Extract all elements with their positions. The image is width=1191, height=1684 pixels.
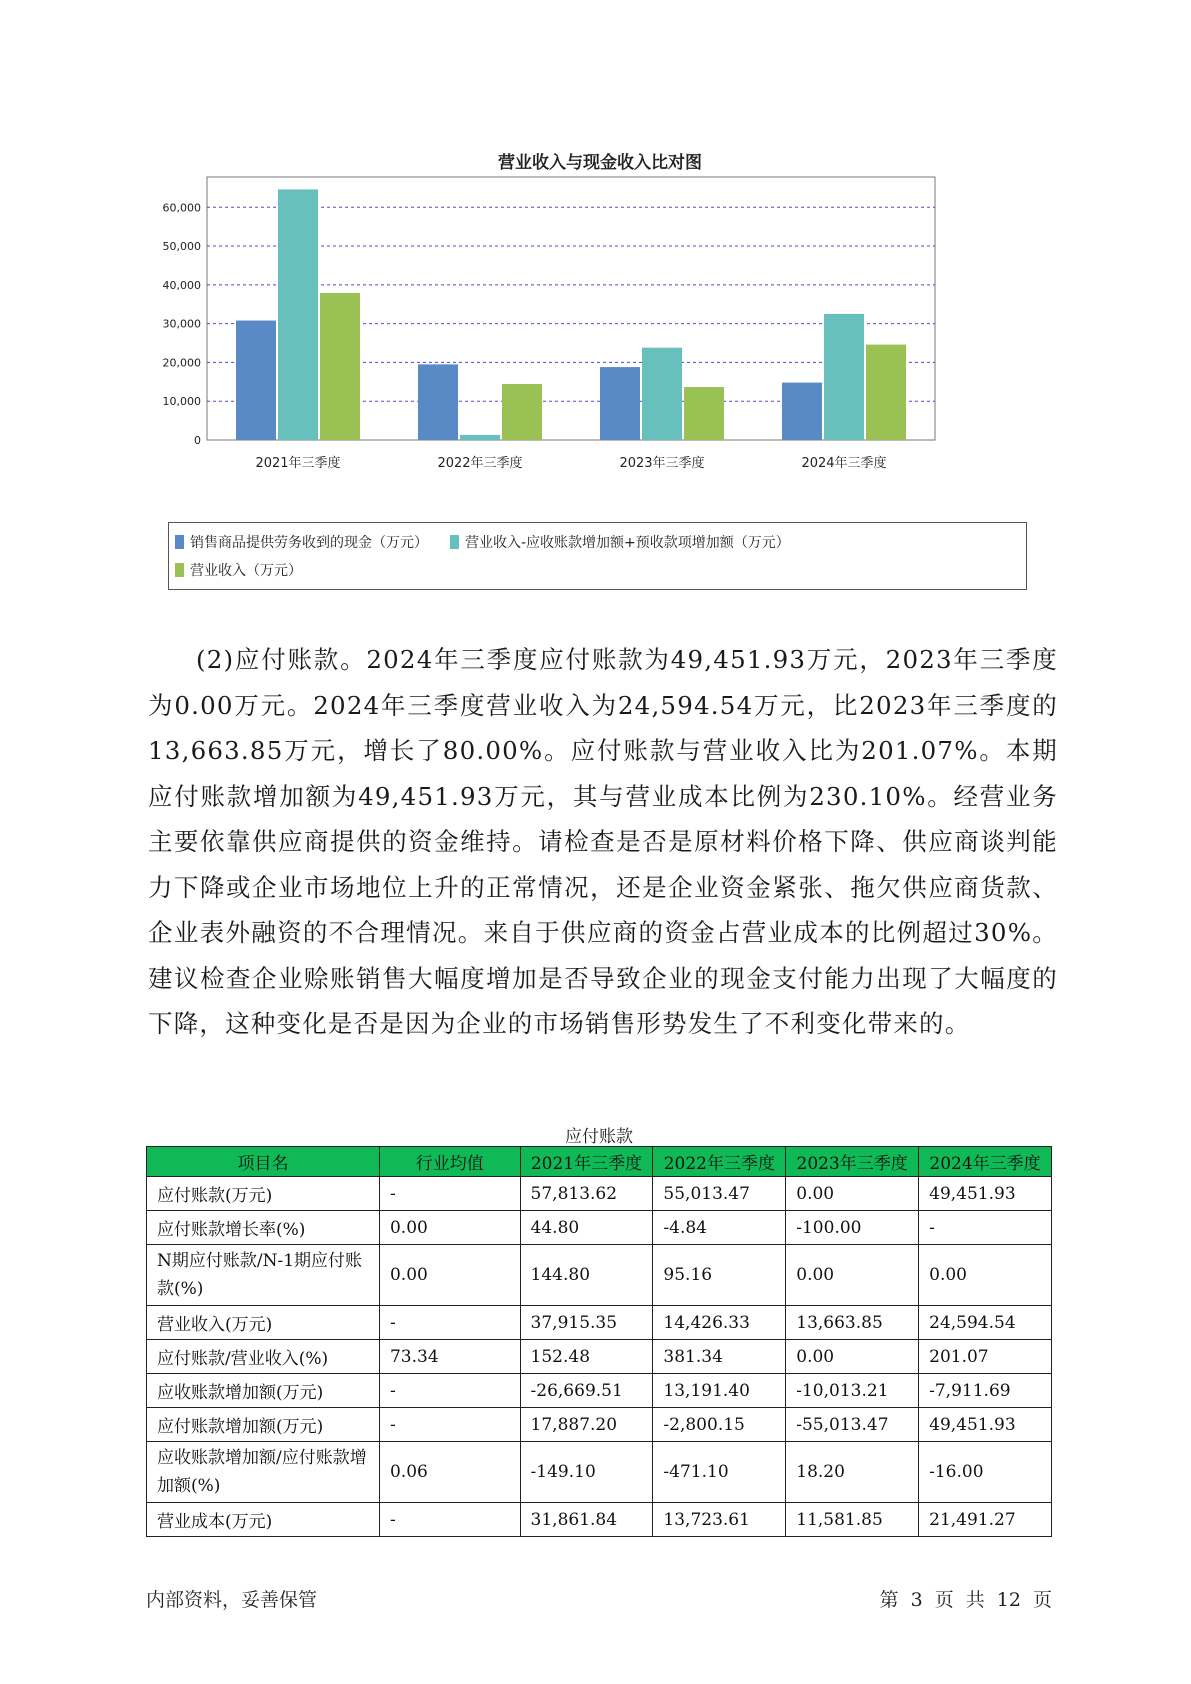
bar-cash xyxy=(236,321,276,440)
table-row xyxy=(147,1306,1052,1340)
bar-revenue xyxy=(502,384,542,440)
table-caption: 应付账款 xyxy=(565,1127,633,1147)
table-row xyxy=(147,1245,1052,1306)
table-row xyxy=(147,1211,1052,1245)
bar-revenue xyxy=(866,345,906,440)
table-cell-item-name: 应收账款增加额(万元) xyxy=(147,1374,380,1408)
table-cell-value: - xyxy=(379,1306,520,1340)
table-cell-value: - xyxy=(379,1177,520,1211)
table-cell-value: 0.00 xyxy=(379,1245,520,1306)
x-tick-label: 2021年三季度 xyxy=(255,456,341,471)
table-row xyxy=(147,1442,1052,1503)
x-tick-label: 2022年三季度 xyxy=(437,456,523,471)
table-row xyxy=(147,1408,1052,1442)
table-cell-value: 0.00 xyxy=(786,1177,919,1211)
header-2022q3: 2022年三季度 xyxy=(653,1147,786,1177)
table-cell-item-name: 应付账款增加额(万元) xyxy=(147,1408,380,1442)
table-cell-value: -10,013.21 xyxy=(786,1374,919,1408)
table-cell-value: -26,669.51 xyxy=(520,1374,653,1408)
y-tick-label: 60,000 xyxy=(162,201,201,215)
table-cell-value: 31,861.84 xyxy=(520,1503,653,1537)
bar-revenue xyxy=(684,387,724,440)
table-cell-value: 37,915.35 xyxy=(520,1306,653,1340)
y-tick-label: 20,000 xyxy=(162,356,201,370)
table-cell-value: 13,723.61 xyxy=(653,1503,786,1537)
table-cell-value: 73.34 xyxy=(379,1340,520,1374)
bar-cash xyxy=(418,364,458,440)
analysis-paragraph: (2)应付账款。2024年三季度应付账款为49,451.93万元，2023年三季度为0.00万元。2024年三季度营业收入为24,594.54万元，比2023年三季度的13,663.85万元，增长了80.00%。应付账款与营业收入比为201.07%。本期应付账款增加额为49,451.93万元，其与营业成本比例为230.10%。经营业务主要依靠供应商提供的资金维持。请检查是否是原材料价格下降、供应商谈判能力下降或企业市场地位上升的正常情况，还是企业资金紧张、拖欠供应商货款、企业表外融资的不合理情况。来自于供应商的资金占营业成本的比例超过30%。建议检查企业赊账销售大幅度增加是否导致企业的现金支付能力出现了大幅度的下降，这种变化是否是因为企业的市场销售形势发生了不利变化带来的。 xyxy=(148,645,1058,1038)
table-cell-value: 152.48 xyxy=(520,1340,653,1374)
table-cell-value: 144.80 xyxy=(520,1245,653,1306)
footer-confidential: 内部资料，妥善保管 xyxy=(146,1589,318,1611)
table-cell-item-name: 应付账款/营业收入(%) xyxy=(147,1340,380,1374)
table-cell-value: - xyxy=(919,1211,1052,1245)
table-cell-value: 13,663.85 xyxy=(786,1306,919,1340)
table-cell-value: -471.10 xyxy=(653,1442,786,1503)
table-cell-value: -7,911.69 xyxy=(919,1374,1052,1408)
table-cell-value: 201.07 xyxy=(919,1340,1052,1374)
payables-table xyxy=(146,1146,1052,1537)
chart-container xyxy=(160,140,1040,590)
header-2023q3: 2023年三季度 xyxy=(786,1147,919,1177)
table-cell-value: 0.00 xyxy=(786,1340,919,1374)
legend-swatch-cash xyxy=(175,535,184,549)
y-tick-label: 0 xyxy=(194,434,201,447)
header-2024q3: 2024年三季度 xyxy=(919,1147,1052,1177)
table-cell-value: 57,813.62 xyxy=(520,1177,653,1211)
table-cell-value: -2,800.15 xyxy=(653,1408,786,1442)
bar-revenue xyxy=(320,293,360,440)
legend-label-revenue: 营业收入（万元） xyxy=(190,563,302,579)
header-2021q3: 2021年三季度 xyxy=(520,1147,653,1177)
legend-swatch-adjusted-revenue xyxy=(450,535,459,549)
table-cell-value: 95.16 xyxy=(653,1245,786,1306)
header-industry-average: 行业均值 xyxy=(379,1147,520,1177)
table-body xyxy=(147,1177,1052,1537)
table-cell-value: 0.00 xyxy=(786,1245,919,1306)
table-cell-item-name: 应付账款(万元) xyxy=(147,1177,380,1211)
table-cell-value: -100.00 xyxy=(786,1211,919,1245)
table-row xyxy=(147,1177,1052,1211)
table-cell-item-name: 应付账款增长率(%) xyxy=(147,1211,380,1245)
table-cell-value: -16.00 xyxy=(919,1442,1052,1503)
table-header-row xyxy=(147,1147,1052,1177)
bar-adjusted-revenue xyxy=(278,189,318,440)
table-cell-value: 49,451.93 xyxy=(919,1408,1052,1442)
table-cell-value: - xyxy=(379,1374,520,1408)
legend-item-cash xyxy=(175,532,428,552)
legend-item-revenue xyxy=(175,560,302,580)
table-cell-value: 17,887.20 xyxy=(520,1408,653,1442)
table-cell-value: -4.84 xyxy=(653,1211,786,1245)
header-item-name: 项目名 xyxy=(147,1147,380,1177)
table-cell-value: 49,451.93 xyxy=(919,1177,1052,1211)
table-cell-value: - xyxy=(379,1503,520,1537)
chart-title: 营业收入与现金收入比对图 xyxy=(498,153,702,173)
table-row xyxy=(147,1340,1052,1374)
bar-adjusted-revenue xyxy=(460,435,500,440)
table-cell-value: 18.20 xyxy=(786,1442,919,1503)
table-cell-item-name: 营业收入(万元) xyxy=(147,1306,380,1340)
y-tick-label: 30,000 xyxy=(162,317,201,331)
table-cell-item-name: N期应付账款/N-1期应付账款(%) xyxy=(147,1245,380,1306)
legend-label-adjusted-revenue: 营业收入-应收账款增加额+预收款项增加额（万元） xyxy=(465,535,790,551)
bar-adjusted-revenue xyxy=(824,314,864,440)
bar-cash xyxy=(782,383,822,440)
table-cell-value: 11,581.85 xyxy=(786,1503,919,1537)
legend-label-cash: 销售商品提供劳务收到的现金（万元） xyxy=(190,535,428,551)
table-cell-value: -149.10 xyxy=(520,1442,653,1503)
table-cell-value: 24,594.54 xyxy=(919,1306,1052,1340)
table-cell-value: - xyxy=(379,1408,520,1442)
table-cell-item-name: 应收账款增加额/应付账款增加额(%) xyxy=(147,1442,380,1503)
y-tick-label: 50,000 xyxy=(162,240,201,254)
y-tick-label: 40,000 xyxy=(162,278,201,292)
table-row xyxy=(147,1374,1052,1408)
table-cell-value: 0.00 xyxy=(919,1245,1052,1306)
bar-cash xyxy=(600,367,640,440)
table-cell-value: 44.80 xyxy=(520,1211,653,1245)
footer-page-number: 第 3 页 共 12 页 xyxy=(879,1589,1052,1611)
y-tick-label: 10,000 xyxy=(162,395,201,409)
legend-row-2 xyxy=(175,559,324,581)
legend-swatch-revenue xyxy=(175,563,184,577)
table-cell-value: 14,426.33 xyxy=(653,1306,786,1340)
table-cell-value: -55,013.47 xyxy=(786,1408,919,1442)
bar-adjusted-revenue xyxy=(642,348,682,440)
table-cell-value: 55,013.47 xyxy=(653,1177,786,1211)
chart-legend xyxy=(168,522,1027,590)
bar-chart xyxy=(160,140,1040,522)
legend-row-1 xyxy=(175,531,812,553)
table-row xyxy=(147,1503,1052,1537)
table-cell-value: 0.00 xyxy=(379,1211,520,1245)
table-cell-value: 13,191.40 xyxy=(653,1374,786,1408)
table-cell-value: 21,491.27 xyxy=(919,1503,1052,1537)
x-tick-label: 2024年三季度 xyxy=(801,456,887,471)
legend-item-adjusted-revenue xyxy=(450,532,790,552)
table-cell-value: 381.34 xyxy=(653,1340,786,1374)
table-cell-item-name: 营业成本(万元) xyxy=(147,1503,380,1537)
x-tick-label: 2023年三季度 xyxy=(619,456,705,471)
table-cell-value: 0.06 xyxy=(379,1442,520,1503)
